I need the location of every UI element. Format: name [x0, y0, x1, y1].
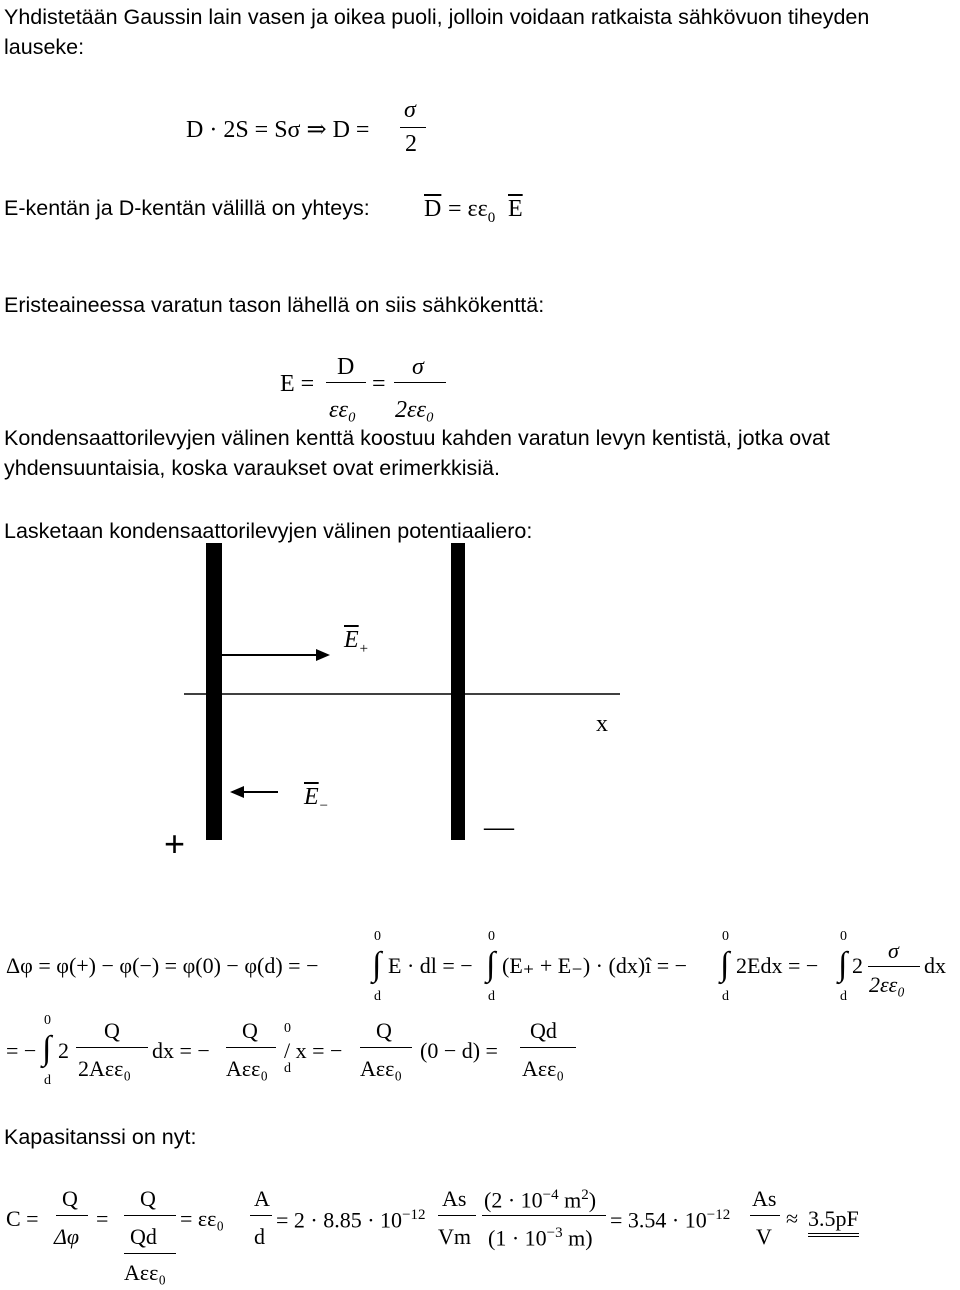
paragraph-2: E-kentän ja D-kentän välillä on yhteys:: [4, 196, 370, 220]
integral-5-upper: 0: [44, 1013, 51, 1028]
e-minus-arrow-head: [230, 786, 244, 798]
capacitor-plate-negative: [451, 543, 465, 840]
equation-5-part2: 2: [58, 1038, 69, 1063]
equation-3-bar2: [394, 382, 446, 383]
equation-6-den6: V: [756, 1224, 772, 1249]
equation-5-part5: (0 − d) =: [420, 1038, 498, 1063]
integral-3-upper: 0: [722, 929, 729, 944]
equation-2-rhs: = $\varepsilon\varepsilon_0$: [448, 196, 496, 226]
equation-5-bar2: [226, 1047, 276, 1048]
equation-6-bar2: [124, 1215, 176, 1216]
equation-4-part2: E · dl = −: [388, 953, 473, 978]
equation-6-num1: Q: [62, 1186, 78, 1211]
equation-2-tail: $\overline{E}$: [508, 196, 523, 222]
equation-4-part6: dx: [924, 953, 946, 978]
equation-5-den1: 2Aεε₀: [78, 1056, 132, 1081]
equation-6-bar6: [750, 1215, 780, 1216]
integral-4: ∫: [838, 946, 848, 983]
e-minus-label: $\overline{E}_-$: [304, 784, 329, 814]
equation-4-frac-num: σ: [888, 938, 899, 963]
equation-5-den4: Aεε₀: [522, 1056, 565, 1081]
equation-6-bar5: [482, 1215, 606, 1216]
e-plus-arrow-head: [316, 649, 330, 661]
integral-2: ∫: [486, 946, 496, 983]
equation-5-part3: dx = −: [152, 1038, 210, 1063]
integral-3: ∫: [720, 946, 730, 983]
eval-lower: d: [284, 1061, 291, 1076]
equation-6-den5: ($1 \cdot 10^{-3}$ m): [488, 1225, 593, 1251]
equation-6-den4: Vm: [438, 1224, 471, 1249]
equation-6-den2: Qd: [130, 1224, 157, 1249]
equation-5-part1: = −: [6, 1038, 37, 1063]
equation-6-bar3: [250, 1215, 272, 1216]
equation-3-eq: =: [372, 371, 386, 397]
paragraph-4-line-2: yhdensuuntaisia, koska varaukset ovat erimerkkisiä.: [4, 456, 500, 480]
integral-2-lower: d: [488, 989, 495, 1004]
equation-3-num1: D: [337, 354, 355, 380]
paragraph-5: Lasketaan kondensaattorilevyjen välinen potentiaaliero:: [4, 519, 533, 543]
equation-3-den2: 2εε₀: [395, 397, 435, 423]
equation-6-den3: d: [254, 1224, 265, 1249]
equation-4-part5: 2: [852, 953, 863, 978]
equation-5-num2: Q: [242, 1018, 258, 1043]
integral-1-upper: 0: [374, 929, 381, 944]
eval-upper: 0: [284, 1021, 291, 1036]
equation-6-num5: ($2 \cdot 10^{-4}$ $m^2$): [484, 1187, 597, 1213]
equation-6-num6: As: [752, 1186, 777, 1211]
equation-5-part4: / x = −: [284, 1038, 343, 1063]
equation-5-den3: Aεε₀: [360, 1056, 403, 1081]
integral-5-lower: d: [44, 1073, 51, 1088]
equation-1-lhs: D · 2S = Sσ ⇒ D =: [186, 117, 370, 143]
integral-4-upper: 0: [840, 929, 847, 944]
equation-1-denominator: 2: [405, 131, 417, 157]
equation-5-den2: Aεε₀: [226, 1056, 269, 1081]
equation-6-den2b: Aεε₀: [124, 1260, 167, 1285]
equation-2-lhs: $\overline{D}$: [424, 196, 442, 222]
x-axis-label: x: [596, 711, 608, 737]
integral-2-upper: 0: [488, 929, 495, 944]
equation-3-den1: εε₀: [329, 397, 357, 423]
equation-6-bar4: [438, 1215, 476, 1216]
equation-5-bar4: [520, 1047, 576, 1048]
equation-6-lhs: C =: [6, 1206, 39, 1231]
equation-6-num2: Q: [140, 1186, 156, 1211]
equation-6-part4: = $2 \cdot 8.85 \cdot 10^{-12}$: [276, 1207, 426, 1233]
equation-5-bar3: [360, 1047, 412, 1048]
e-plus-label: $\overline{E}_+$: [344, 627, 369, 657]
equation-6-bar1: [56, 1215, 88, 1216]
equation-6-eq: =: [96, 1206, 109, 1231]
paragraph-1-line-2: lauseke:: [4, 35, 85, 59]
plus-sign: +: [164, 823, 186, 864]
paragraph-1-line-1: Yhdistetään Gaussin lain vasen ja oikea puoli, jolloin voidaan ratkaista sähkövuon tiheyden: [4, 5, 870, 29]
equation-4-frac-bar: [868, 966, 920, 967]
equation-6-bar2b: [124, 1253, 176, 1254]
minus-sign: —: [484, 810, 514, 843]
equation-4-part4: 2Edx = −: [736, 953, 819, 978]
integral-1: ∫: [372, 946, 382, 983]
equation-6-num4: As: [442, 1186, 467, 1211]
equation-5-num3: Q: [376, 1018, 392, 1043]
equation-1-numerator: σ: [404, 97, 416, 123]
equation-6-part3: = εε₀: [180, 1206, 225, 1231]
integral-1-lower: d: [374, 989, 381, 1004]
equation-4-part1: Δφ = φ(+) − φ(−) = φ(0) − φ(d) = −: [6, 953, 319, 978]
paragraph-6: Kapasitanssi on nyt:: [4, 1125, 197, 1149]
integral-4-lower: d: [840, 989, 847, 1004]
equation-4-frac-den: 2εε₀: [869, 972, 905, 997]
equation-6-part5: = $3.54 \cdot 10^{-12}$: [610, 1207, 731, 1233]
equation-3-lhs: E =: [280, 371, 315, 397]
equation-3-bar1: [326, 382, 366, 383]
paragraph-4-line-1: Kondensaattorilevyjen välinen kenttä koostuu kahden varatun levyn kentistä, jotka ovat: [4, 426, 830, 450]
equation-5-bar1: [76, 1047, 148, 1048]
equation-6-den1: Δφ: [54, 1224, 80, 1249]
capacitance-result: 3.5pF: [808, 1208, 859, 1237]
approx-sign: ≈: [786, 1206, 799, 1231]
equation-4-part3: (E₊ + E₋) · (dx)î = −: [502, 953, 688, 978]
equation-3-num2: σ: [412, 354, 424, 380]
equation-1-fraction-bar: [400, 127, 426, 128]
paragraph-3: Eristeaineessa varatun tason lähellä on siis sähkökenttä:: [4, 293, 545, 317]
equation-6-num3: A: [254, 1186, 270, 1211]
integral-3-lower: d: [722, 989, 729, 1004]
integral-5: ∫: [42, 1030, 52, 1067]
capacitor-plate-positive: [206, 543, 222, 840]
equation-5-num1: Q: [104, 1018, 120, 1043]
equation-5-num4: Qd: [530, 1018, 557, 1043]
